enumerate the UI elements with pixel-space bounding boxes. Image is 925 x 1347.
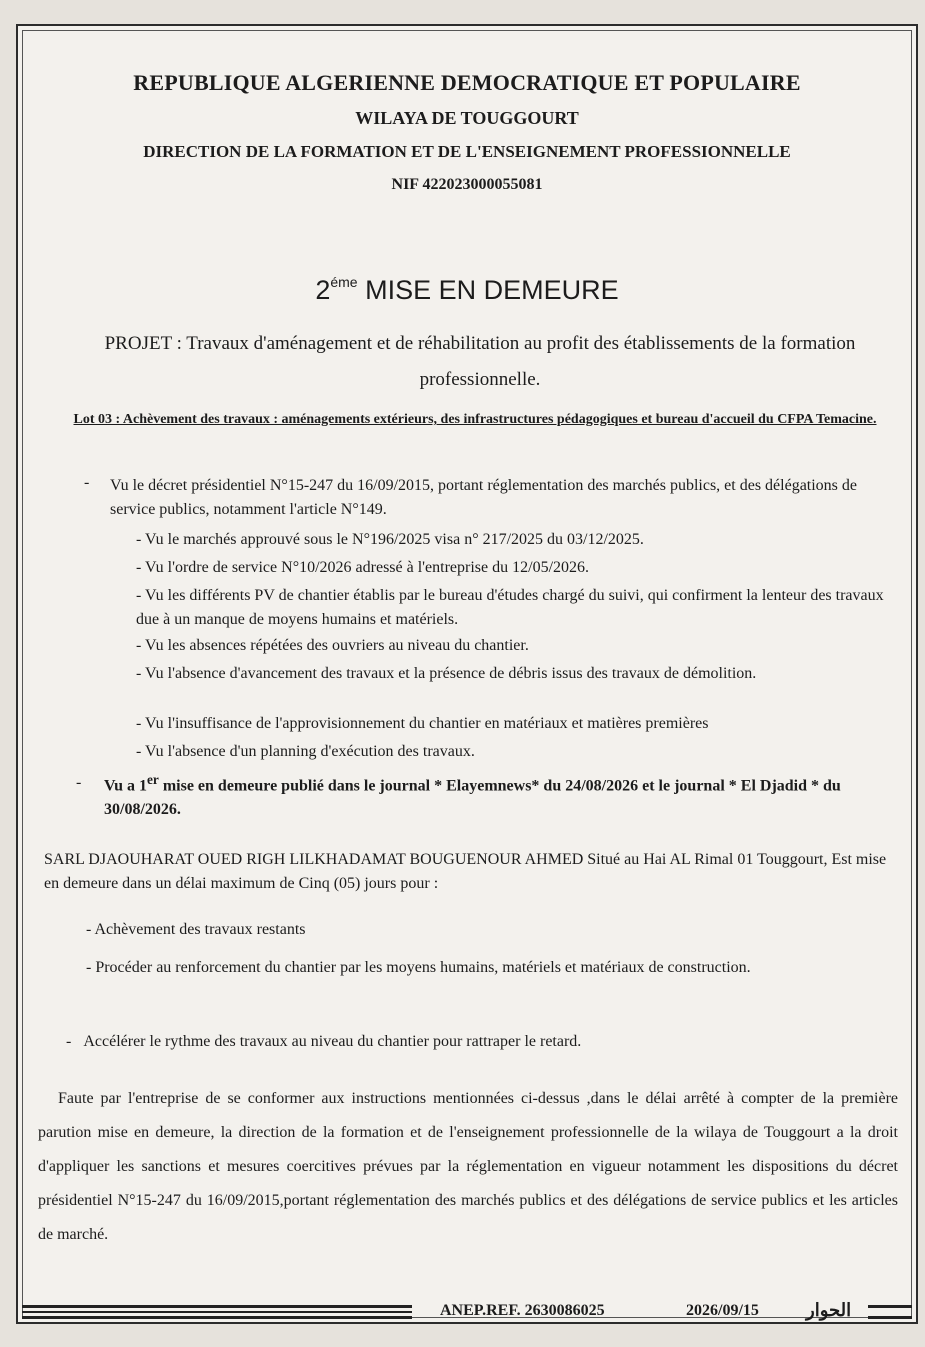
projet-paragraph <box>62 326 898 398</box>
header-wilaya: WILAYA DE TOUGGOURT <box>355 108 579 128</box>
sub-item-text: Vu l'insuffisance de l'approvisionnement du chantier en matériaux et matières premières <box>145 715 709 732</box>
projet-label: PROJET <box>104 333 172 354</box>
faute-paragraph: Faute par l'entreprise de se conformer aux instructions mentionnées ci-dessus ,dans le délai arrêté à compter de la première parution mise en demeure, la direction de la formation et de l'enseignement professionnelle de la wilaya de Touggourt a la droit d'appliquer les sanctions et mesures coercitives prévues par la réglementation en vigueur notamment les dispositions du décret présidentiel N°15-247 du 16/09/2015,portant réglementation des marchés publics et des délégations de service publics et les articles de marché. <box>38 1090 898 1243</box>
action-item-text: Achèvement des travaux restants <box>94 921 306 938</box>
vu-mise-sup: er <box>146 772 159 787</box>
newspaper-logo: الحوار <box>806 1300 852 1320</box>
sub-item: - Vu les différents PV de chantier établis par le bureau d'études chargé du suivi, qui confirment la lenteur des travaux due à un manque de moyens humains et matériels. <box>136 587 884 628</box>
title-ordinal: 2 <box>315 275 331 305</box>
vu-mise-prefix: Vu a 1 <box>104 777 147 795</box>
sub-item: - Vu l'insuffisance de l'approvisionnement du chantier en matériaux et matières premières <box>136 715 709 732</box>
title-sup: éme <box>330 274 358 290</box>
footer-end-bars <box>868 1305 912 1319</box>
sub-item: - Vu l'ordre de service N°10/2026 adressé à l'entreprise du 12/05/2026. <box>136 559 590 576</box>
vu-decret: Vu le décret présidentiel N°15-247 du 16/09/2015, portant réglementation des marchés publics, et des délégations de service publics, notamment l'article N°149. <box>110 477 858 518</box>
vu-mise-en-demeure <box>104 768 900 822</box>
action-item: - Accélérer le rythme des travaux au niveau du chantier pour rattraper le retard. <box>66 1033 582 1050</box>
header-republic: REPUBLIQUE ALGERIENNE DEMOCRATIQUE ET POPULAIRE <box>133 70 801 95</box>
sub-item: - Vu les absences répétées des ouvriers au niveau du chantier. <box>136 637 529 654</box>
action-item: - Achèvement des travaux restants <box>86 921 306 938</box>
footer <box>22 1302 912 1322</box>
notice-frame <box>16 24 918 1324</box>
sub-item-text: Vu l'ordre de service N°10/2026 adressé à l'entreprise du 12/05/2026. <box>145 559 590 576</box>
notice-title <box>18 274 916 306</box>
action-item-text: Accélérer le rythme des travaux au niveau du chantier pour rattraper le retard. <box>83 1033 582 1050</box>
bullet-dash: - <box>84 474 90 491</box>
footer-bars <box>22 1305 412 1319</box>
sub-item-text: Vu les différents PV de chantier établis par le bureau d'études chargé du suivi, qui confirment la lenteur des travaux due à un manque de moyens humains et matériels. <box>136 587 884 628</box>
sub-item-text: Vu l'absence d'un planning d'exécution des travaux. <box>145 743 475 760</box>
sub-item-text: Vu l'absence d'avancement des travaux et la présence de débris issus des travaux de démolition. <box>145 665 757 682</box>
sub-item-text: Vu le marchés approuvé sous le N°196/2025 visa n° 217/2025 du 03/12/2025. <box>145 531 644 548</box>
sub-item-text: Vu les absences répétées des ouvriers au niveau du chantier. <box>145 637 529 654</box>
footer-date: 2026/09/15 <box>686 1302 759 1319</box>
header-nif: NIF 422023000055081 <box>391 176 543 193</box>
action-item-text: Procéder au renforcement du chantier par les moyens humains, matériels et matériaux de construction. <box>95 959 751 976</box>
lot-description: Lot 03 : Achèvement des travaux : aménagements extérieurs, des infrastructures pédagogiques et bureau d'accueil du CFPA Temacine. <box>73 412 877 427</box>
sub-item: - Vu l'absence d'un planning d'exécution des travaux. <box>136 743 475 760</box>
bullet-dash: - <box>76 774 82 791</box>
vu-mise-text: mise en demeure publié dans le journal * Elayemnews* du 24/08/2026 et le journal * El Djadid * du 30/08/2026. <box>104 777 841 819</box>
sub-item: - Vu le marchés approuvé sous le N°196/2025 visa n° 217/2025 du 03/12/2025. <box>136 531 644 548</box>
projet-text: : Travaux d'aménagement et de réhabilitation au profit des établissements de la formation professionnelle. <box>171 333 856 390</box>
header-direction: DIRECTION DE LA FORMATION ET DE L'ENSEIGNEMENT PROFESSIONNELLE <box>143 142 791 161</box>
action-item: - Procéder au renforcement du chantier par les moyens humains, matériels et matériaux de construction. <box>86 959 751 976</box>
footer-ref: ANEP.REF. 2630086025 <box>440 1302 605 1319</box>
title-text: MISE EN DEMEURE <box>365 275 619 305</box>
sub-item: - Vu l'absence d'avancement des travaux et la présence de débris issus des travaux de démolition. <box>136 665 757 682</box>
company-paragraph: SARL DJAOUHARAT OUED RIGH LILKHADAMAT BOUGUENOUR AHMED Situé au Hai AL Rimal 01 Touggourt, Est mise en demeure dans un délai maximum de Cinq (05) jours pour : <box>44 851 887 892</box>
